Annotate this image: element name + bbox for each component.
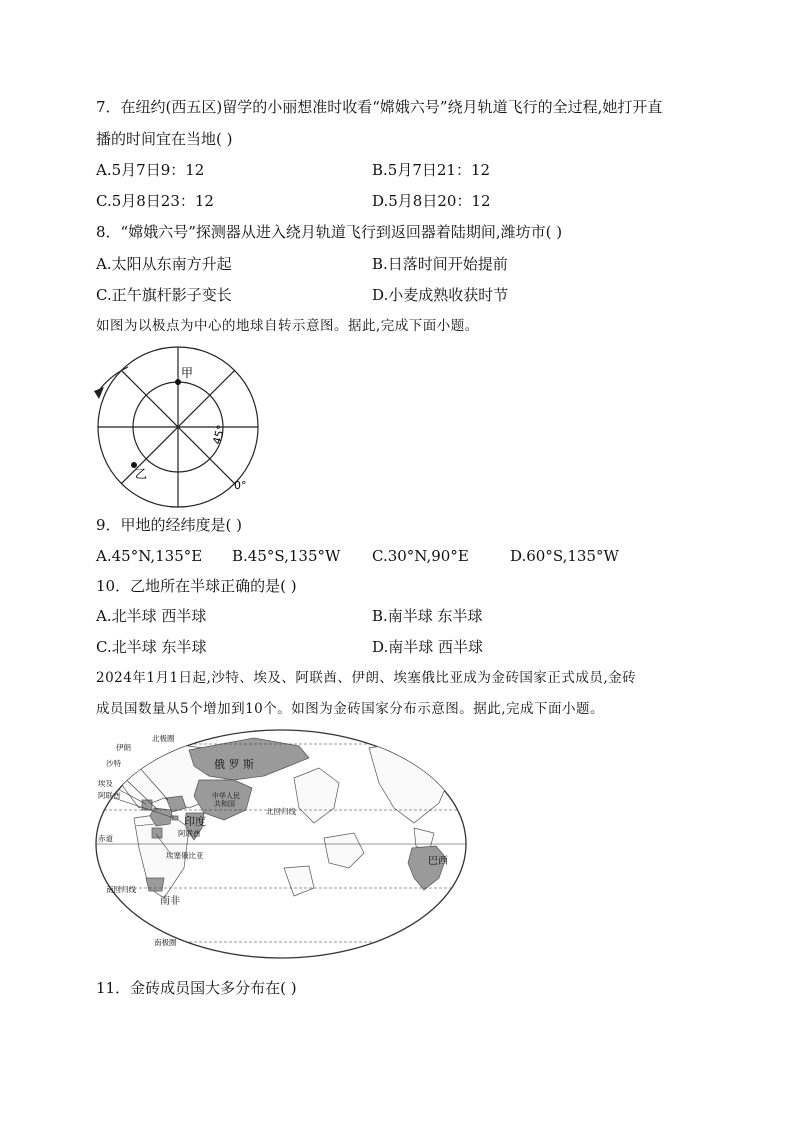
intro-polar: 如图为以极点为中心的地球自转示意图。据此,完成下面小题。 [96, 318, 479, 334]
egypt-shape [142, 800, 152, 810]
q8-option-c: C.正午旗杆影子变长 [96, 286, 232, 304]
label-arctic-circle: 北极圈 [152, 734, 175, 743]
q7-option-c: C.5月8日23：12 [96, 192, 214, 210]
q7-stem-line1: 7．在纽约(西五区)留学的小丽想准时收看“嫦娥六号”绕月轨道飞行的全过程,她打开直 [96, 98, 663, 116]
south-africa-shape [146, 878, 164, 891]
label-brazil: 巴西 [428, 856, 448, 867]
label-egypt: 埃及 [98, 779, 113, 788]
q7-option-b: B.5月7日21：12 [372, 161, 491, 179]
q9-option-a: A.45°N,135°E [96, 547, 203, 565]
q9-option-b: B.45°S,135°W [232, 547, 341, 565]
q8-option-b: B.日落时间开始提前 [372, 255, 508, 273]
label-0: 0° [234, 479, 247, 492]
q8-stem: 8．“嫦娥六号”探测器从进入绕月轨道飞行到返回器着陆期间,潍坊市( ) [96, 223, 563, 241]
intro-brics-line1: 2024年1月1日起,沙特、埃及、阿联酋、伊朗、埃塞俄比亚成为金砖国家正式成员,金砖 [96, 670, 637, 686]
label-china-1: 中华人民 [212, 792, 240, 800]
q8-option-a: A.太阳从东南方升起 [96, 255, 232, 273]
label-saudi: 沙特 [106, 759, 121, 768]
q9-option-c: C.30°N,90°E [372, 547, 469, 565]
q10-stem: 10．乙地所在半球正确的是( ) [96, 577, 297, 595]
q10-option-a: A.北半球 西半球 [96, 607, 207, 625]
rotation-arrow-head [94, 387, 104, 399]
label-jia: 甲 [181, 366, 194, 380]
intro-brics-line2: 成员国数量从5个增加到10个。如图为金砖国家分布示意图。据此,完成下面小题。 [96, 701, 605, 717]
label-tropic-cancer: 北回归线 [266, 807, 296, 816]
ethiopia-shape [152, 828, 162, 838]
label-tropic-capricorn: 南回归线 [106, 885, 136, 894]
label-south-africa: 南非 [160, 896, 180, 907]
label-china-2: 共和国 [214, 800, 235, 808]
q7-option-d: D.5月8日20：12 [372, 192, 491, 210]
q7-stem-line2: 播的时间宜在当地( ) [96, 130, 233, 148]
label-india: 印度 [184, 815, 206, 828]
q10-option-b: B.南半球 东半球 [372, 607, 483, 625]
q9-stem: 9．甲地的经纬度是( ) [96, 516, 243, 534]
q9-option-d: D.60°S,135°W [510, 547, 619, 565]
rotation-arrow [100, 367, 128, 389]
q7-option-a: A.5月7日9：12 [96, 161, 205, 179]
label-equator: 赤道 [98, 834, 113, 843]
label-45: 45° [210, 423, 228, 446]
uae-shape [172, 816, 178, 820]
label-uae-map: 阿联酋 [178, 829, 201, 838]
polar-rotation-figure [88, 345, 268, 515]
q10-option-c: C.北半球 东半球 [96, 638, 207, 656]
label-antarctic-circle: 南极圈 [154, 938, 177, 947]
q8-option-d: D.小麦成熟收获时节 [372, 286, 509, 304]
label-uae: 阿联酋 [98, 791, 121, 800]
label-russia: 俄 罗 斯 [214, 758, 254, 771]
label-ethiopia: 埃塞俄比亚 [166, 851, 204, 860]
q11-stem: 11．金砖成员国大多分布在( ) [96, 979, 297, 997]
brics-world-map [94, 728, 468, 960]
q10-option-d: D.南半球 西半球 [372, 638, 484, 656]
label-iran: 伊朗 [116, 743, 131, 752]
label-yi: 乙 [135, 467, 148, 481]
